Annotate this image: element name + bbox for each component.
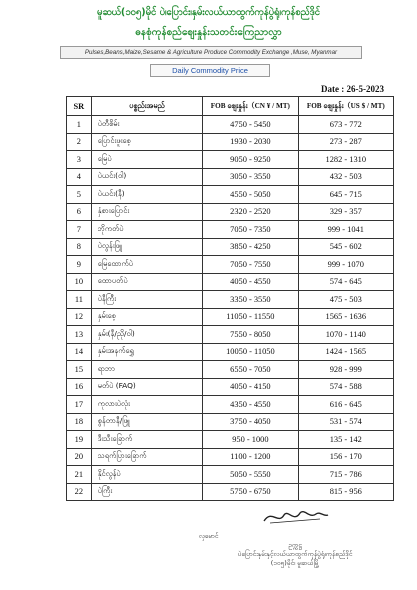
row-sr: 10 (67, 273, 92, 291)
header-burmese-title: မူဆယ်(၁၀၅)မိုင် ပဲ၊ပြောင်း၊နှမ်းလယ်ယာထွက်ကုန်ပွဲရုံ၊ကုန်စည်ဒိုင် (97, 7, 320, 18)
row-price-cny: 2320 - 2520 (203, 203, 298, 221)
table-row (67, 431, 394, 449)
header-name: ပစ္စည်းအမည် (91, 97, 202, 116)
row-sr: 9 (67, 256, 92, 274)
header-burmese-subtitle: ဓနစုံကုန်စည်ဈေးနှုန်းသတင်းကြေညာလွှာ (135, 27, 282, 38)
row-commodity-name: သရက်ပြားခြောက် (91, 448, 202, 466)
row-price-cny: 7050 - 7350 (203, 221, 298, 239)
table-row (67, 133, 394, 151)
row-price-cny: 3750 - 4050 (203, 413, 298, 431)
row-price-usd: 999 - 1041 (298, 221, 393, 239)
row-price-usd: 574 - 645 (298, 273, 393, 291)
table-row (67, 378, 394, 396)
signature-location: (၁၀၅)မိုင်၊ မူဆယ်မြို့ (270, 559, 320, 567)
table-row (67, 396, 394, 414)
row-price-usd: 475 - 503 (298, 291, 393, 309)
row-price-cny: 7050 - 7550 (203, 256, 298, 274)
row-commodity-name: မြေပဲ (91, 151, 202, 169)
row-commodity-name: ကုလားပဲလုံး (91, 396, 202, 414)
header-daily-price-label: Daily Commodity Price (150, 64, 270, 77)
row-commodity-name: ထောပတ်ပဲ (91, 273, 202, 291)
row-price-usd: 616 - 645 (298, 396, 393, 414)
row-sr: 4 (67, 168, 92, 186)
signature-name: လှမောင် (198, 532, 219, 540)
row-commodity-name: နှံစားပြောင်း (91, 203, 202, 221)
row-price-cny: 3350 - 3550 (203, 291, 298, 309)
row-price-usd: 928 - 999 (298, 361, 393, 379)
row-price-usd: 1282 - 1310 (298, 151, 393, 169)
signature-organization: ပဲပြောင်းနှမ်းနှင့်လယ်ယာထွက်ကုန်ပွဲရုံ၊ကုန်စည်ဒိုင် (237, 550, 353, 558)
row-commodity-name: နိုင်လွန်ပဲ (91, 466, 202, 484)
price-table (66, 96, 394, 501)
row-sr: 2 (67, 133, 92, 151)
table-row (67, 256, 394, 274)
table-row (67, 116, 394, 134)
row-commodity-name: ပဲလွန်းဖြူ (91, 238, 202, 256)
row-sr: 3 (67, 151, 92, 169)
row-sr: 5 (67, 186, 92, 204)
row-commodity-name: ပဲကြီး (91, 483, 202, 501)
row-price-usd: 531 - 574 (298, 413, 393, 431)
row-price-usd: 329 - 357 (298, 203, 393, 221)
table-header-row (67, 97, 394, 116)
row-commodity-name: စွန်တာနီ/ဖြူ (91, 413, 202, 431)
row-price-cny: 3850 - 4250 (203, 238, 298, 256)
header-cny: FOB ဈေးနှုန်း（CN ¥ / MT) (203, 97, 298, 116)
row-price-usd: 135 - 142 (298, 431, 393, 449)
row-commodity-name: နှမ်း(နီ/ညို/ဝါ) (91, 326, 202, 344)
document-date: Date : 26-5-2023 (321, 84, 384, 94)
row-commodity-name: ပဲနီကြီး (91, 291, 202, 309)
table-row (67, 238, 394, 256)
row-price-cny: 5050 - 5550 (203, 466, 298, 484)
row-price-cny: 5750 - 6750 (203, 483, 298, 501)
row-sr: 17 (67, 396, 92, 414)
row-sr: 22 (67, 483, 92, 501)
row-price-cny: 9050 - 9250 (203, 151, 298, 169)
table-row (67, 483, 394, 501)
row-price-usd: 432 - 503 (298, 168, 393, 186)
row-price-usd: 815 - 956 (298, 483, 393, 501)
header-english-title: Pulses,Beans,Maize,Sesame & Agriculture Produce Commodity Exchange ,Muse, Myanmar (60, 46, 362, 59)
row-sr: 1 (67, 116, 92, 134)
table-row (67, 466, 394, 484)
row-commodity-name: မြေထောက်ပဲ (91, 256, 202, 274)
table-row (67, 186, 394, 204)
table-row (67, 448, 394, 466)
row-sr: 12 (67, 308, 92, 326)
table-row (67, 361, 394, 379)
row-sr: 6 (67, 203, 92, 221)
signature-mark (260, 505, 330, 527)
row-price-cny: 1100 - 1200 (203, 448, 298, 466)
row-sr: 8 (67, 238, 92, 256)
row-price-cny: 11050 - 11550 (203, 308, 298, 326)
table-row (67, 221, 394, 239)
row-price-usd: 156 - 170 (298, 448, 393, 466)
table-row (67, 151, 394, 169)
row-price-cny: 7550 - 8050 (203, 326, 298, 344)
table-row (67, 308, 394, 326)
row-commodity-name: ပြောင်းဖူးစေ့ (91, 133, 202, 151)
table-row (67, 413, 394, 431)
row-commodity-name: နှမ်းစေ့ (91, 308, 202, 326)
row-sr: 15 (67, 361, 92, 379)
row-price-usd: 715 - 786 (298, 466, 393, 484)
row-price-usd: 545 - 602 (298, 238, 393, 256)
table-row (67, 343, 394, 361)
row-commodity-name: ဘိုကတ်ပဲ (91, 221, 202, 239)
row-commodity-name: မတ်ပဲ (FAQ) (91, 378, 202, 396)
row-sr: 16 (67, 378, 92, 396)
row-price-cny: 6550 - 7050 (203, 361, 298, 379)
row-commodity-name: ပဲယင်း(နီ) (91, 186, 202, 204)
row-commodity-name: ဒီးသီးခြောက် (91, 431, 202, 449)
row-price-usd: 673 - 772 (298, 116, 393, 134)
row-price-cny: 1930 - 2030 (203, 133, 298, 151)
row-sr: 14 (67, 343, 92, 361)
header-usd: FOB ဈေးနှုန်း（US $ / MT) (298, 97, 393, 116)
row-sr: 18 (67, 413, 92, 431)
row-price-cny: 4050 - 4550 (203, 273, 298, 291)
row-price-usd: 574 - 588 (298, 378, 393, 396)
row-sr: 21 (67, 466, 92, 484)
row-sr: 20 (67, 448, 92, 466)
table-row (67, 291, 394, 309)
header-sr: SR (67, 97, 92, 116)
table-row (67, 326, 394, 344)
table-row (67, 168, 394, 186)
row-price-cny: 4550 - 5050 (203, 186, 298, 204)
table-row (67, 203, 394, 221)
signature-title: ဥက္ကဋ္ဌ (288, 541, 302, 549)
table-row (67, 273, 394, 291)
row-price-usd: 999 - 1070 (298, 256, 393, 274)
row-sr: 11 (67, 291, 92, 309)
row-commodity-name: ရာဘာ (91, 361, 202, 379)
row-price-cny: 3050 - 3550 (203, 168, 298, 186)
row-price-cny: 4350 - 4550 (203, 396, 298, 414)
row-commodity-name: နှမ်းအနက်ရွှေ (91, 343, 202, 361)
row-price-usd: 1070 - 1140 (298, 326, 393, 344)
row-commodity-name: ပဲတီစိမ်း (91, 116, 202, 134)
row-sr: 13 (67, 326, 92, 344)
row-price-cny: 950 - 1000 (203, 431, 298, 449)
row-sr: 7 (67, 221, 92, 239)
row-price-usd: 273 - 287 (298, 133, 393, 151)
row-price-usd: 645 - 715 (298, 186, 393, 204)
row-price-usd: 1565 - 1636 (298, 308, 393, 326)
row-sr: 19 (67, 431, 92, 449)
row-price-usd: 1424 - 1565 (298, 343, 393, 361)
row-price-cny: 4050 - 4150 (203, 378, 298, 396)
row-price-cny: 4750 - 5450 (203, 116, 298, 134)
row-commodity-name: ပဲယင်း(ဝါ) (91, 168, 202, 186)
row-price-cny: 10050 - 11050 (203, 343, 298, 361)
